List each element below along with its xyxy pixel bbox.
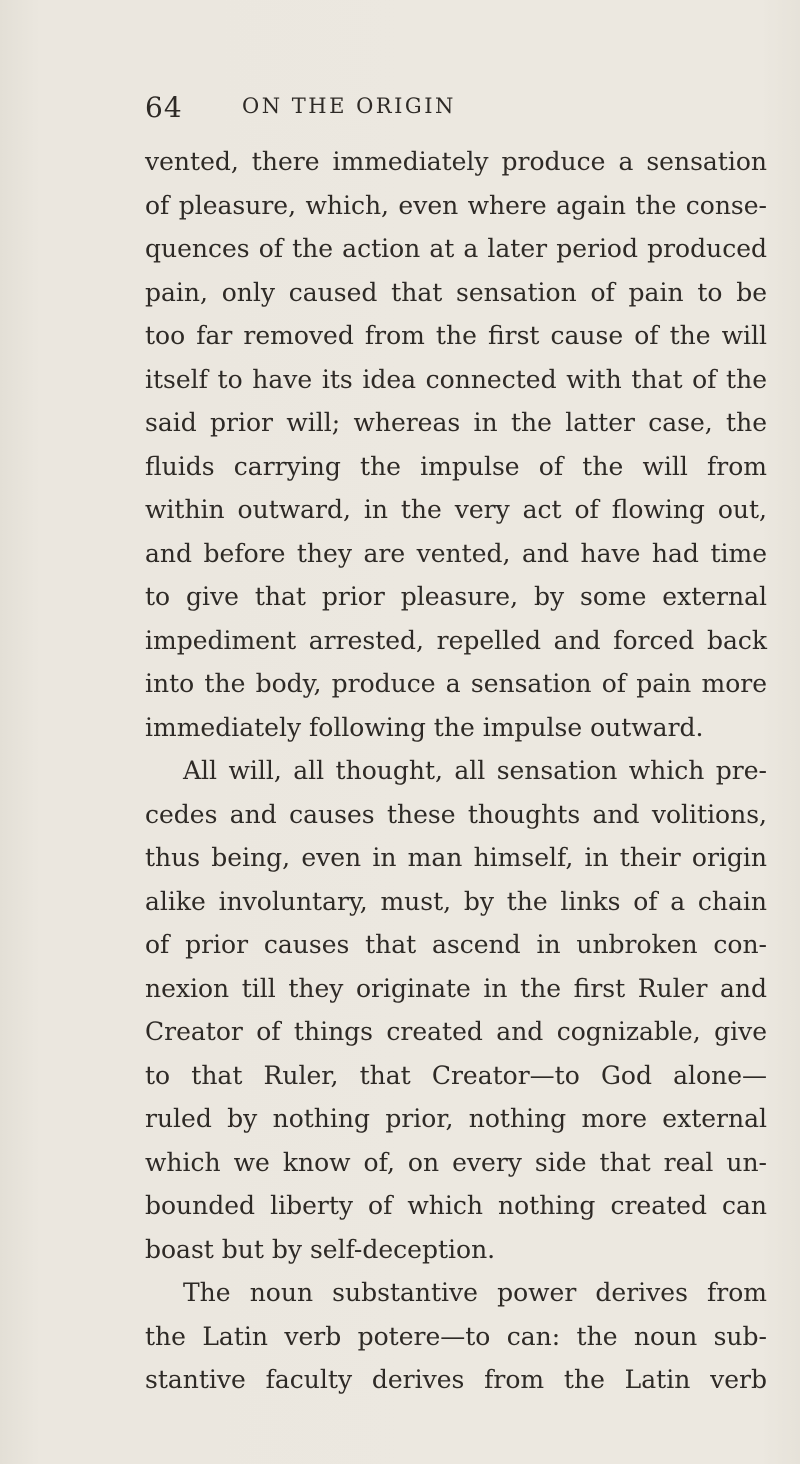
text-line: nexion till they originate in the first Ruler and	[145, 973, 767, 1003]
text-line: stantive faculty derives from the Latin verb	[145, 1365, 767, 1394]
page-number: 64	[145, 91, 183, 124]
text-line: cedes and causes these thoughts and volitions,	[145, 799, 767, 829]
running-head	[145, 83, 745, 123]
text-line: pain, only caused that sensation of pain to be	[145, 277, 767, 307]
text-line: immediately following the impulse outward.	[145, 712, 704, 742]
text-line: within outward, in the very act of flowing out,	[145, 495, 767, 524]
running-title: ON THE ORIGIN	[242, 94, 456, 118]
text-line: which we know of, on every side that real un-	[145, 1147, 767, 1177]
text-line: boast but by self-deception.	[145, 1234, 496, 1264]
text-line: vented, there immediately produce a sensation	[145, 147, 767, 176]
text-line: impediment arrested, repelled and forced back	[145, 625, 767, 655]
text-line: into the body, produce a sensation of pain more	[145, 669, 767, 698]
text-line: the Latin verb potere—to can: the noun sub-	[145, 1321, 767, 1351]
text-line: too far removed from the first cause of the will	[145, 321, 767, 350]
text-line: ruled by nothing prior, nothing more external	[145, 1104, 767, 1133]
text-line: quences of the action at a later period produced	[145, 234, 767, 263]
text-line: to give that prior pleasure, by some external	[145, 582, 767, 611]
text-line: of pleasure, which, even where again the conse-	[145, 190, 767, 220]
text-line: to that Ruler, that Creator—to God alone—	[145, 1060, 767, 1090]
text-line: of prior causes that ascend in unbroken con-	[145, 930, 767, 959]
text-line: itself to have its idea connected with that of the	[145, 364, 767, 394]
text-line: said prior will; whereas in the latter case, the	[145, 408, 767, 437]
paragraph-start: The noun substantive power derives from	[183, 1278, 767, 1307]
text-line: alike involuntary, must, by the links of a chain	[145, 886, 767, 916]
text-line: bounded liberty of which nothing created can	[145, 1191, 767, 1220]
text-line: and before they are vented, and have had time	[145, 538, 767, 568]
body-text	[145, 140, 767, 1402]
paragraph-start: All will, all thought, all sensation which pre-	[183, 756, 767, 785]
text-line: fluids carrying the impulse of the will from	[145, 451, 767, 481]
text-line: Creator of things created and cognizable, give	[145, 1017, 767, 1046]
text-line: thus being, even in man himself, in their origin	[145, 843, 767, 872]
